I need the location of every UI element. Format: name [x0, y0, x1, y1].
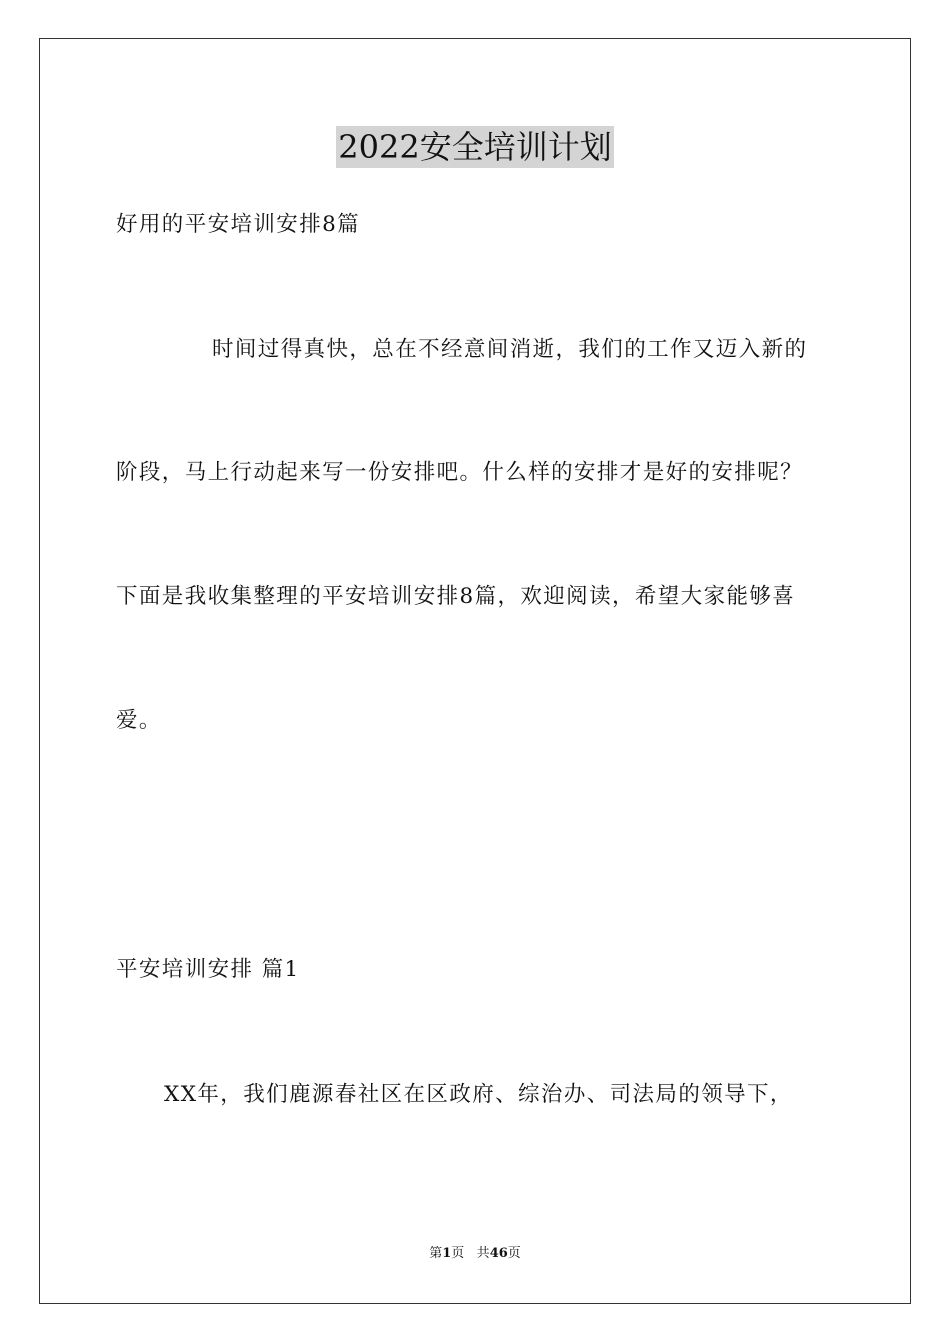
footer-total-suffix: 页	[507, 1246, 521, 1261]
title-container	[0, 126, 950, 168]
paragraph-line-2: 阶段，马上行动起来写一份安排吧。什么样的安排才是好的安排呢？	[116, 460, 804, 485]
footer-page-number: 1	[442, 1246, 452, 1261]
page-footer	[0, 1245, 950, 1263]
section-heading: 平安培训安排 篇1	[116, 957, 300, 982]
footer-total-pages: 46	[489, 1246, 508, 1261]
document-title: 2022安全培训计划	[338, 128, 612, 166]
footer-page-prefix: 第	[429, 1246, 443, 1261]
footer-page-suffix: 页	[451, 1246, 465, 1261]
section-paragraph-line-1: XX年，我们鹿源春社区在区政府、综治办、司法局的领导下，	[164, 1082, 793, 1107]
paragraph-line-1: 时间过得真快，总在不经意间消逝，我们的工作又迈入新的	[212, 337, 808, 362]
paragraph-line-4: 爱。	[116, 708, 162, 733]
paragraph-line-3: 下面是我收集整理的平安培训安排8篇，欢迎阅读，希望大家能够喜	[116, 584, 796, 609]
document-subtitle: 好用的平安培训安排8篇	[116, 212, 361, 237]
footer-total-prefix: 共	[476, 1246, 490, 1261]
